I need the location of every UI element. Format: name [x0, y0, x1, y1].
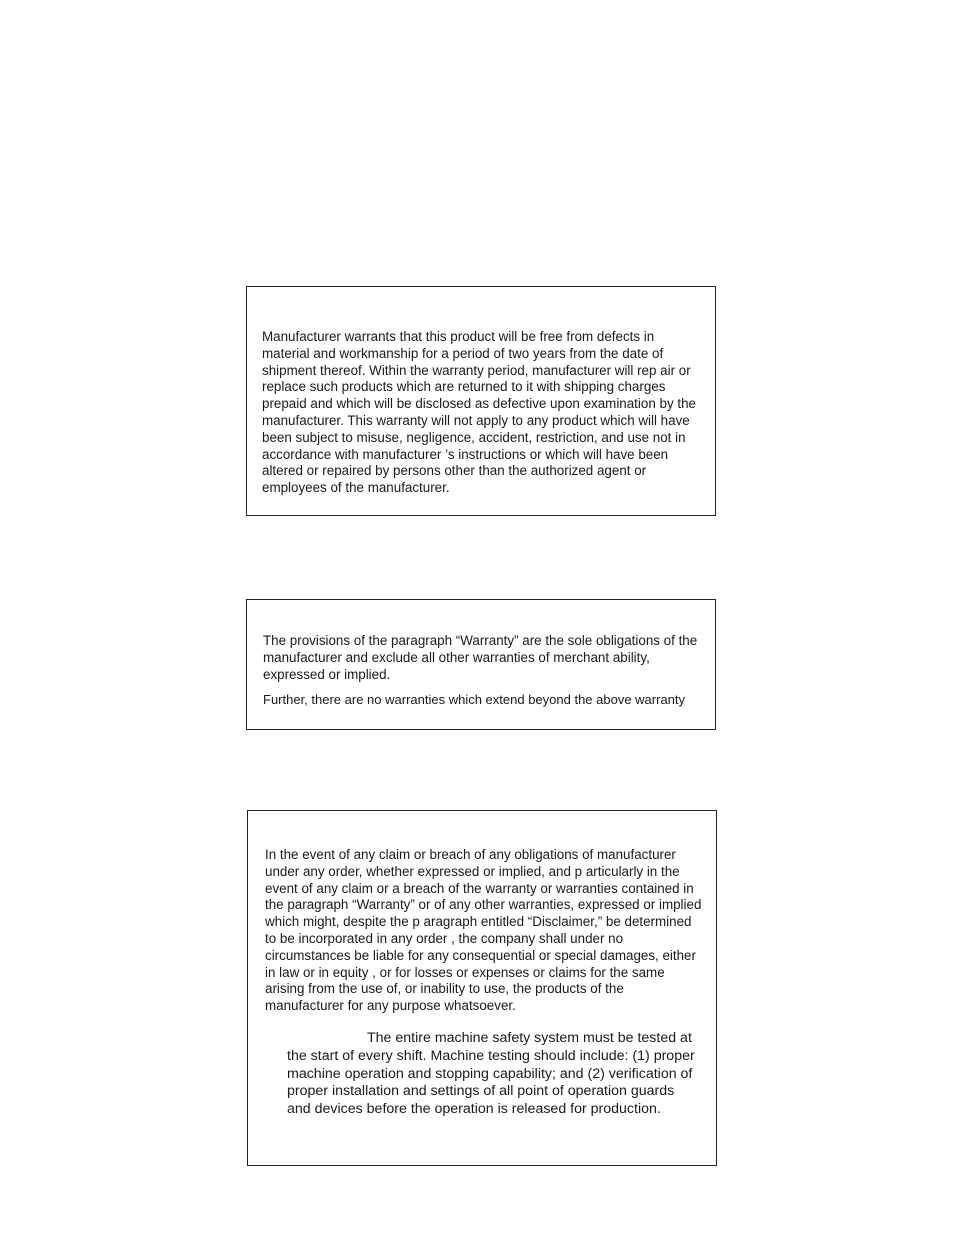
disclaimer-box [246, 599, 716, 730]
safety-note-body: The entire machine safety system must be tested at the start of every shift. Machine testing should include: (1) proper machine operation and stopping capability; and (2) verification of proper installation and settings of all point of operation guards and devices before the operation is released for production. [287, 1029, 695, 1118]
disclaimer-paragraph-1: The provisions of the paragraph “Warranty” are the sole obligations of the manufacturer and exclude all other warranties of merchant ability, expressed or implied. [263, 633, 698, 682]
warranty-text: Manufacturer warrants that this product will be free from defects in material and workmanship for a period of two years from the date of shipment thereof. Within the warranty period, manufacturer will rep air or replace such products which are returned to it with shipping charges prepaid and which will be disclosed as defective upon examination by the manufacturer. This warranty will not apply to any product which will have been subject to misuse, negligence, accident, restriction, and use not in accordance with manufacturer ’s instructions or which will have been altered or repaired by persons other than the authorized agent or employees of the manufacturer. [262, 329, 696, 496]
disclaimer-paragraph-2: Further, there are no warranties which extend beyond the above warranty [263, 692, 686, 708]
limitation-text: In the event of any claim or breach of any obligations of manufacturer under any order, whether expressed or implied, and p articularly in the event of any claim or a breach of the warranty or warranties contained in the paragraph “Warranty” or of any other warranties, expressed or implied which might, despite the p aragraph entitled “Disclaimer,” be determined to be incorporated in any order , the company shall under no circumstances be liable for any consequential or special damages, either in law or in equity , or for losses or expenses or claims for the same arising from the use of, or inability to use, the products of the manufacturer for any purpose whatsoever. [265, 847, 702, 1014]
safety-note-text [287, 1030, 697, 1119]
limitation-box [247, 810, 717, 1166]
warranty-box [246, 286, 716, 516]
